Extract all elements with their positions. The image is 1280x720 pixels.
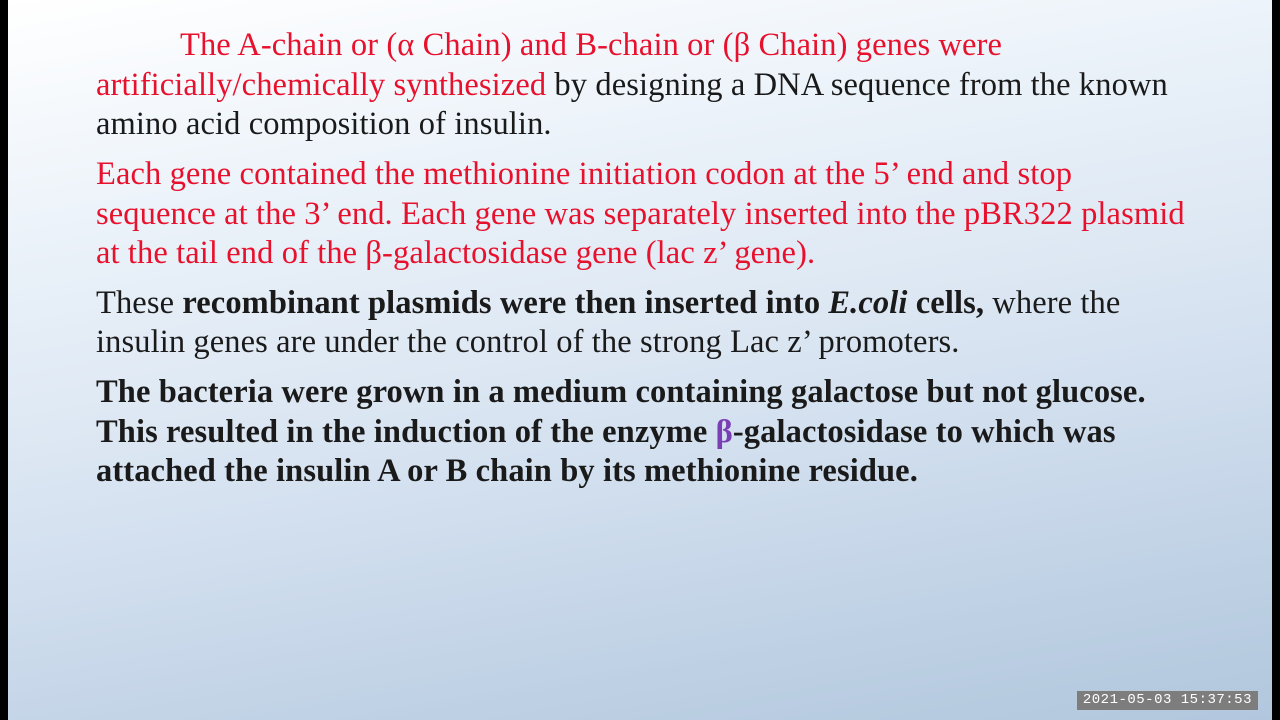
bacteria-growth-text-2: -galactosidase to which was attached the insulin A or B chain by its methionine residue. <box>96 413 1116 490</box>
paragraph-gene-insertion <box>96 155 1186 274</box>
ecoli-species-name: E.coli <box>828 284 908 321</box>
recombinant-rest-text: where the insulin genes are under the control of the strong Lac z’ promoters. <box>96 284 1121 361</box>
paragraph-synthesis-highlight: The A-chain or (α Chain) and B-chain or (β Chain) genes were artificially/chemically synthesized <box>96 27 1002 103</box>
paragraph-synthesis-rest: by designing a DNA sequence from the known amino acid composition of insulin. <box>96 66 1168 143</box>
slide-body <box>96 26 1186 498</box>
paragraph-bacteria-growth <box>96 373 1186 492</box>
paragraph-recombinant-plasmids <box>96 284 1186 363</box>
recombinant-bold-tail: cells, <box>907 284 985 321</box>
paragraph-synthesis <box>96 26 1186 145</box>
paragraph-gene-insertion-text: Each gene contained the methionine initiation codon at the 5’ end and stop sequence at the 3’ end. Each gene was separately inserted into the pBR322 plasmid at the tail end of the β-galactosidase gene (lac z’ gene). <box>96 155 1185 272</box>
beta-symbol: β <box>715 413 733 450</box>
bacteria-growth-text-1: The bacteria were grown in a medium containing galactose but not glucose. This resulted in the induction of the enzyme <box>96 374 1146 450</box>
recombinant-bold-text: recombinant plasmids were then inserted into <box>182 284 829 321</box>
video-timestamp: 2021-05-03 15:37:53 <box>1077 691 1258 710</box>
recombinant-lead-text: These <box>96 284 183 321</box>
